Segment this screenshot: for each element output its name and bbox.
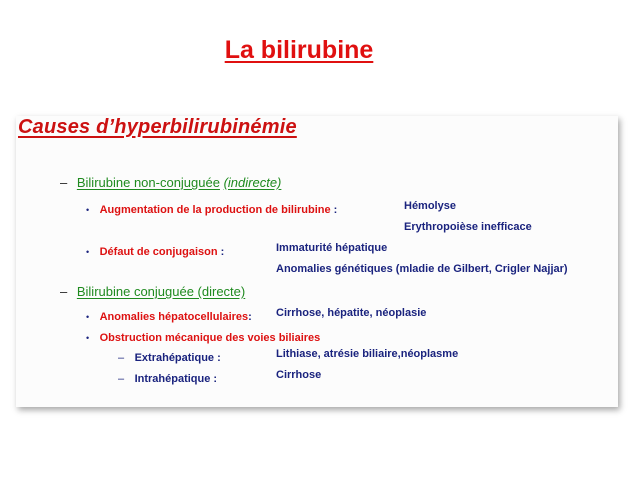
item-conjugation-defect (86, 242, 224, 260)
item-hepatocellular-label: Anomalies hépatocellulaires (99, 311, 249, 323)
section-conjugated (60, 284, 245, 299)
item-conjugation-defect-sep: : (217, 246, 225, 258)
item-hepatocellular-sep: : (248, 311, 252, 323)
slide-title-wrap (0, 36, 638, 65)
subitem-extrahepatic (118, 348, 221, 366)
subitem-intrahepatic (118, 369, 217, 387)
value-anomalies-genetiques: Anomalies génétiques (mladie de Gilbert, Crigler Najjar) (276, 263, 568, 275)
section-heading: Causes d’hyperbilirubinémie (18, 116, 297, 138)
item-hepatocellular (86, 307, 252, 325)
dash-marker: – (118, 352, 125, 364)
item-overproduction-sep: : (330, 204, 338, 216)
value-hemolyse: Hémolyse (404, 200, 456, 212)
bullet-dot: • (86, 205, 90, 215)
dash-marker: – (60, 175, 68, 190)
value-immaturite: Immaturité hépatique (276, 242, 388, 254)
dash-marker: – (118, 373, 125, 385)
section-unconjugated-label: Bilirubine non-conjuguée (76, 175, 220, 190)
bullet-dot: • (86, 247, 90, 257)
bullet-dot: • (86, 312, 90, 322)
subitem-intrahepatic-label: Intrahépatique : (134, 373, 218, 385)
item-conjugation-defect-label: Défaut de conjugaison (99, 246, 218, 258)
slide-title: La bilirubine (224, 36, 374, 64)
section-unconjugated-extra: (indirecte) (223, 175, 282, 190)
value-lithiase: Lithiase, atrésie biliaire,néoplasme (276, 348, 459, 360)
content-panel (16, 116, 618, 407)
section-conjugated-label: Bilirubine conjuguée (directe) (76, 284, 246, 299)
item-obstruction-label: Obstruction mécanique des voies biliaires (99, 332, 321, 344)
item-overproduction (86, 200, 337, 218)
value-erythropoiese: Erythropoièse inefficace (404, 221, 532, 233)
item-overproduction-label: Augmentation de la production de bilirubine (99, 204, 331, 216)
subitem-extrahepatic-label: Extrahépatique : (134, 352, 221, 364)
bullet-dot: • (86, 333, 90, 343)
dash-marker: – (60, 284, 68, 299)
item-obstruction (86, 328, 320, 346)
value-cirrhose: Cirrhose (276, 369, 322, 381)
value-cirrhose-hepatite: Cirrhose, hépatite, néoplasie (276, 307, 427, 319)
section-unconjugated (60, 175, 281, 190)
